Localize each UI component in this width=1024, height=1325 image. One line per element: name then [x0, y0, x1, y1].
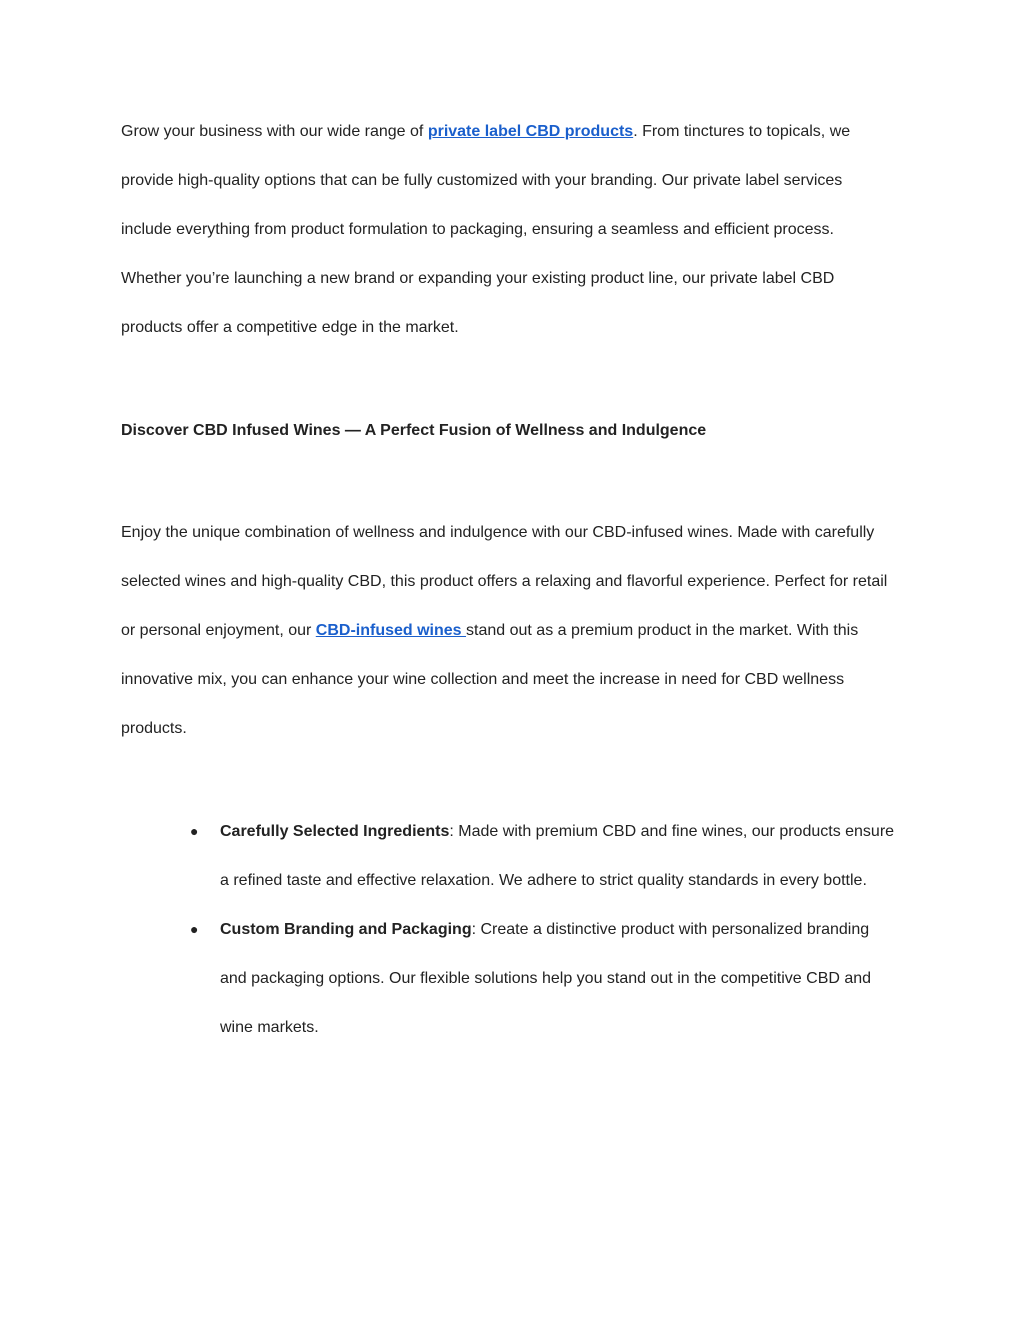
wines-paragraph	[121, 508, 896, 753]
feature-list	[180, 807, 900, 1052]
cbd-infused-wines-link[interactable]: CBD-infused wines	[315, 622, 467, 639]
bullet-icon: ●	[190, 921, 199, 937]
private-label-cbd-link[interactable]: private label CBD products	[427, 123, 634, 140]
intro-paragraph	[121, 107, 896, 352]
bullet-term: Custom Branding and Packaging	[220, 921, 472, 938]
bullet-text: : Made with premium CBD and fine wines, our products ensure a refined taste and effective relaxation. We adhere to strict quality standards in every bottle.	[220, 823, 895, 889]
intro-text-after-link: . From tinctures to topicals, we provide high-quality options that can be fully customized with your branding. Our private label services include everything from product formulation to packaging, ensuring a seamless and efficient process. Whether you’re launching a new brand or expanding your existing product line, our private label CBD products offer a competitive edge in the market.	[121, 123, 851, 336]
bullet-icon: ●	[190, 823, 199, 839]
list-item	[180, 807, 900, 905]
intro-text-before-link: Grow your business with our wide range of	[121, 123, 428, 140]
bullet-text: : Create a distinctive product with personalized branding and packaging options. Our flexible solutions help you stand out in the competitive CBD and wine markets.	[220, 921, 872, 1036]
list-item	[180, 905, 900, 1052]
wines-text-after-link: stand out as a premium product in the market. With this innovative mix, you can enhance your wine collection and meet the increase in need for CBD wellness products.	[121, 622, 859, 737]
section-heading: Discover CBD Infused Wines — A Perfect Fusion of Wellness and Indulgence	[121, 422, 707, 439]
wines-text-before-link: Enjoy the unique combination of wellness and indulgence with our CBD-infused wines. Made with carefully selected wines and high-quality CBD, this product offers a relaxing and flavorful experience. Perfect for retail or personal enjoyment, our	[121, 524, 888, 639]
bullet-term: Carefully Selected Ingredients	[220, 823, 450, 840]
